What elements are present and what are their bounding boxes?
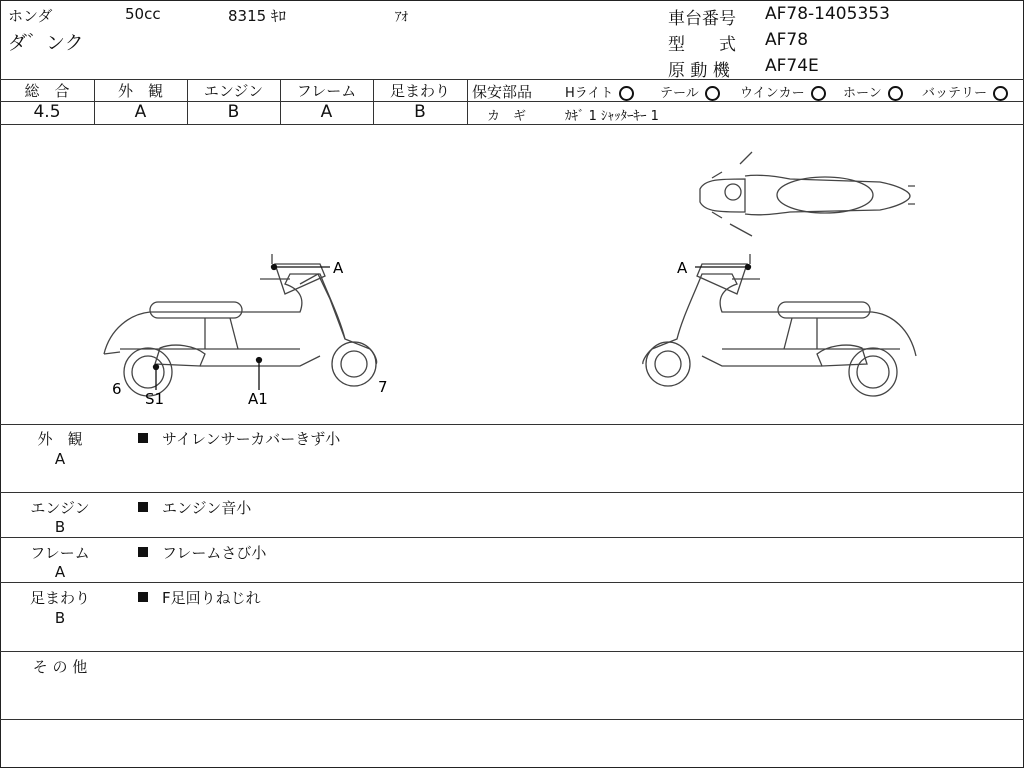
frame-grade: A bbox=[320, 102, 333, 122]
note-category: そ の 他 bbox=[32, 658, 88, 676]
notes-line bbox=[0, 719, 1024, 720]
scooter-diagram bbox=[0, 124, 1024, 424]
notes-line bbox=[0, 651, 1024, 652]
key-label: カ ギ bbox=[487, 109, 527, 124]
color: ｱｵ bbox=[395, 10, 408, 25]
scooter-top-view bbox=[700, 152, 915, 236]
marker-label: A bbox=[677, 259, 688, 277]
type-label: 型 式 bbox=[668, 35, 736, 55]
ok-mark-icon bbox=[811, 86, 826, 101]
note-category: 外 観 bbox=[37, 430, 83, 448]
note-category: フレーム bbox=[30, 544, 90, 562]
frame-no-label: 車台番号 bbox=[668, 9, 736, 29]
notes-line bbox=[0, 582, 1024, 583]
marker-label: A bbox=[333, 259, 344, 277]
note-grade: A bbox=[54, 450, 66, 468]
engine-label: 原 動 機 bbox=[668, 61, 730, 81]
notes-top-line bbox=[0, 424, 1024, 425]
bullet-icon bbox=[138, 547, 148, 557]
note-text: F足回りねじれ bbox=[162, 589, 261, 607]
safety-mid-line bbox=[467, 101, 1024, 102]
note-category: エンジン bbox=[30, 499, 90, 517]
marker-label: A1 bbox=[248, 390, 268, 408]
marker-label: 6 bbox=[112, 380, 122, 398]
note-text: フレームさび小 bbox=[162, 544, 267, 562]
safety-item-headlight: Hライト bbox=[565, 82, 634, 101]
safety-label: 保安部品 bbox=[472, 83, 533, 101]
model-name: ダ゛ンク bbox=[8, 32, 84, 54]
safety-item-tail: テール bbox=[660, 82, 720, 101]
frame-grade-label: フレーム bbox=[296, 82, 357, 100]
note-text: エンジン音小 bbox=[162, 499, 252, 517]
marker-label: 7 bbox=[378, 378, 388, 396]
frame-no: AF78-1405353 bbox=[765, 4, 890, 24]
bullet-icon bbox=[138, 592, 148, 602]
engine-value: AF74E bbox=[765, 56, 819, 76]
bullet-icon bbox=[138, 502, 148, 512]
note-text: サイレンサーカバーきず小 bbox=[162, 430, 341, 448]
ok-mark-icon bbox=[619, 86, 634, 101]
type-value: AF78 bbox=[765, 30, 809, 50]
notes-line bbox=[0, 492, 1024, 493]
marker-label: S1 bbox=[145, 390, 165, 408]
damage-markers bbox=[154, 265, 751, 391]
ok-mark-icon bbox=[993, 86, 1008, 101]
safety-item-horn: ホーン bbox=[843, 82, 903, 101]
maker: ホンダ bbox=[8, 7, 53, 25]
total-label: 総 合 bbox=[24, 82, 70, 100]
bullet-icon bbox=[138, 433, 148, 443]
suspension-grade-label: 足まわり bbox=[389, 82, 450, 100]
suspension-grade: B bbox=[414, 102, 426, 122]
engine-grade-label: エンジン bbox=[203, 82, 264, 100]
safety-item-battery: バッテリー bbox=[922, 82, 1008, 101]
ok-mark-icon bbox=[705, 86, 720, 101]
note-grade: B bbox=[54, 609, 66, 627]
exterior-grade: A bbox=[134, 102, 147, 122]
displacement: 50cc bbox=[125, 5, 161, 23]
mileage: 8315 ｷﾛ bbox=[228, 7, 286, 25]
exterior-label: 外 観 bbox=[117, 82, 163, 100]
ok-mark-icon bbox=[888, 86, 903, 101]
note-grade: A bbox=[54, 563, 66, 581]
note-grade: B bbox=[54, 518, 66, 536]
key-value: ｶｷﾞ 1 ｼｬｯﾀｰｷｰ 1 bbox=[565, 109, 659, 124]
grade-divider bbox=[467, 79, 468, 124]
engine-grade: B bbox=[227, 102, 240, 122]
total-value: 4.5 bbox=[33, 102, 61, 122]
notes-line bbox=[0, 537, 1024, 538]
note-category: 足まわり bbox=[29, 589, 90, 607]
safety-item-winker: ウインカー bbox=[740, 82, 826, 101]
